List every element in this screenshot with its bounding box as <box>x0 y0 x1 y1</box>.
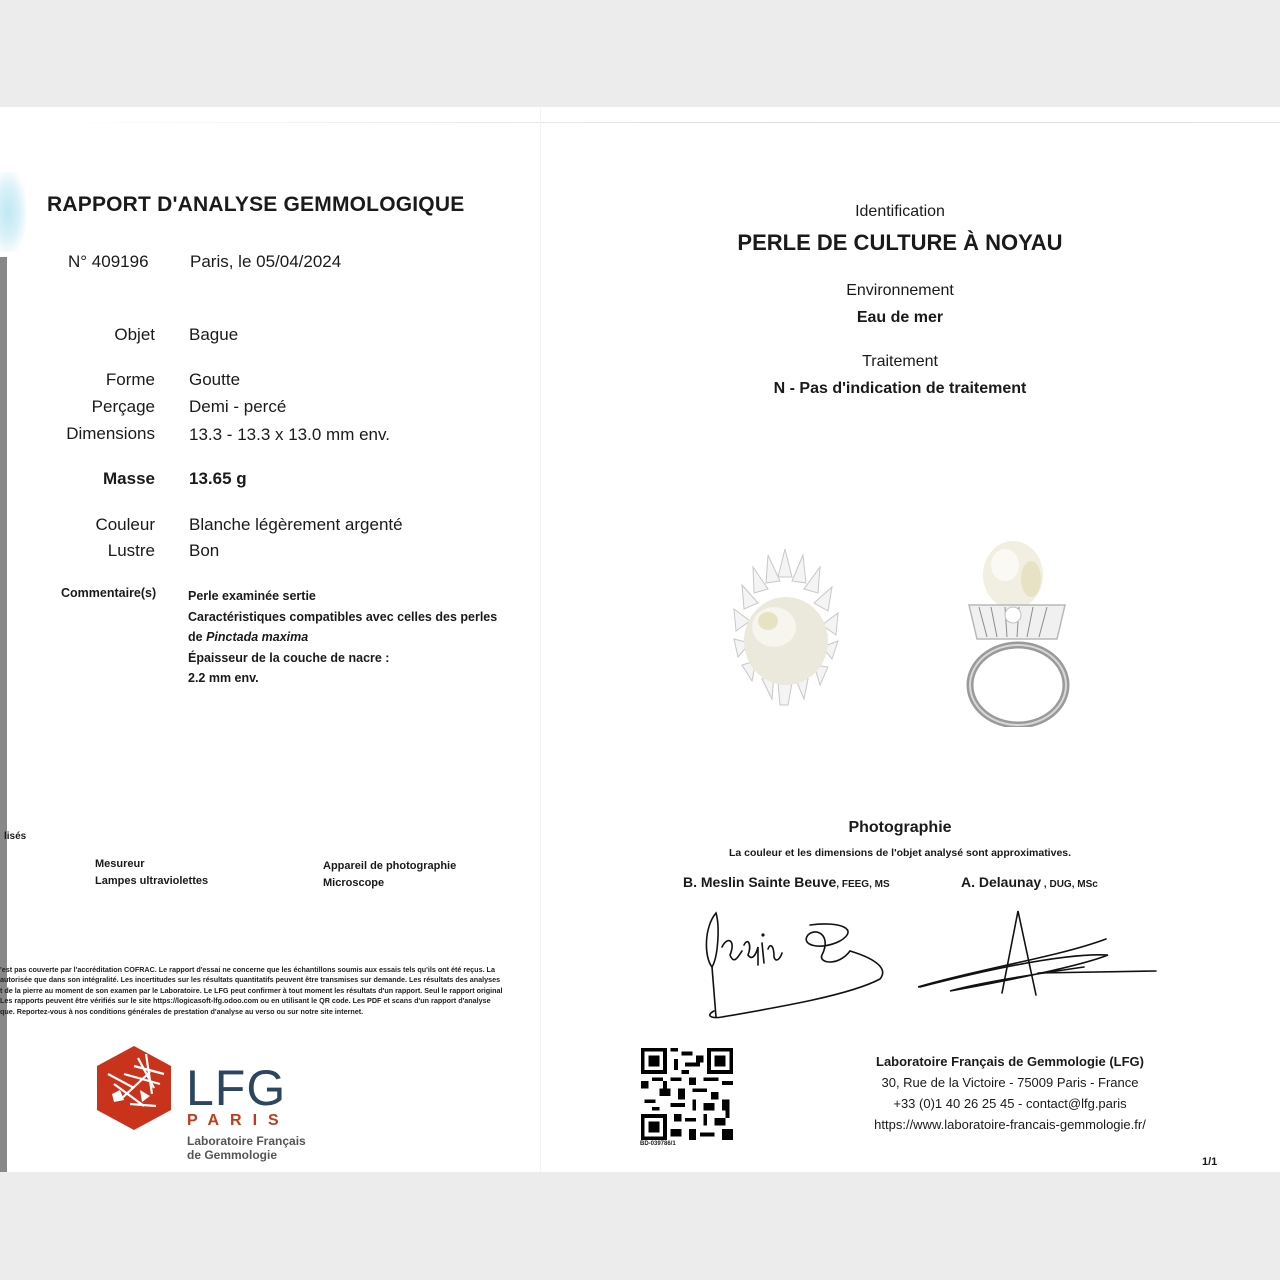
legal-line: autorisée que dans son intégralité. Les incertitudes sur les résultats quantitatifs peuvent être transmises sur demande. Les résultats des analyses <box>0 975 501 985</box>
signatory-1 <box>683 874 890 890</box>
legal-line: que. Reportez-vous à nos conditions générales de prestation d'analyse au verso ou sur notre site internet. <box>0 1006 364 1016</box>
field-label: Couleur <box>95 515 155 534</box>
lab-website[interactable]: https://www.laboratoire-francais-gemmologie.fr/ <box>874 1117 1146 1132</box>
treatment-value: N - Pas d'indication de traitement <box>773 380 1027 397</box>
field-value: Blanche légèrement argenté <box>189 515 403 534</box>
report-title: RAPPORT D'ANALYSE GEMMOLOGIQUE <box>47 193 465 216</box>
fold-line <box>540 107 541 1172</box>
instrument-item: Mesureur <box>95 858 145 870</box>
qr-caption: BD-039786/1 <box>640 1141 676 1147</box>
field-label: Perçage <box>91 397 155 416</box>
report-date: Paris, le 05/04/2024 <box>190 252 342 271</box>
signatory-name: A. Delaunay <box>961 874 1042 890</box>
field-value: 13.65 g <box>189 469 247 488</box>
instruments-col-1 <box>95 856 208 890</box>
species-name: Pinctada maxima <box>206 630 309 644</box>
signatory-title: , FEEG, MS <box>836 879 890 890</box>
lab-name: Laboratoire Français de Gemmologie (LFG) <box>876 1054 1144 1069</box>
ring-top-view-photo <box>728 547 843 707</box>
legal-line: t de la pierre au moment de son examen par le Laboratoire. Le LFG peut confirmer à tout moment les résultats d'un rapport. Seul le rapport original <box>0 985 503 995</box>
signature-1-icon <box>700 907 895 1019</box>
comment-line: 2.2 mm env. <box>188 671 259 685</box>
field-label: Objet <box>114 325 155 344</box>
field-label: Dimensions <box>66 424 155 443</box>
lfg-hexagon-logo-icon <box>94 1044 174 1132</box>
logo-subtitle-line: de Gemmologie <box>187 1148 278 1162</box>
instrument-item: Microscope <box>323 877 385 889</box>
field-value: Bague <box>189 325 239 344</box>
logo-subtitle-line: Laboratoire Français <box>187 1134 306 1148</box>
legal-line: Les rapports peuvent être vérifiés sur le site https://logicasoft-lfg.odoo.com ou en utilisant le QR code. Les PDF et scans d'un rapport d'analyse <box>0 996 491 1006</box>
qr-code-icon[interactable] <box>640 1048 734 1140</box>
comment-line: Caractéristiques compatibles avec celles des perles <box>188 609 498 624</box>
ring-side-view-photo <box>965 535 1085 727</box>
comment-line: Perle examinée sertie <box>188 589 316 603</box>
legal-disclaimer <box>0 965 530 1017</box>
field-label: Masse <box>103 469 155 488</box>
page-number: 1/1 <box>1202 1156 1218 1168</box>
field-value: Goutte <box>189 370 241 389</box>
photo-note: La couleur et les dimensions de l'objet analysé sont approximatives. <box>728 847 1072 859</box>
field-value: 13.3 - 13.3 x 13.0 mm env. <box>189 425 390 444</box>
instrument-item: Appareil de photographie <box>323 860 457 872</box>
report-number: N° 409196 <box>68 252 149 271</box>
instruments-heading: lisés <box>4 831 27 842</box>
field-label: Forme <box>105 370 155 389</box>
gem-watermark-icon <box>0 172 26 252</box>
signatory-2 <box>961 874 1098 890</box>
identification-label: Identification <box>855 203 945 220</box>
logo-wordmark: LFG <box>186 1060 287 1116</box>
comment-line: Épaisseur de la couche de nacre : <box>188 650 390 665</box>
comment-line <box>188 627 497 648</box>
comments-label: Commentaire(s) <box>61 586 157 600</box>
field-label: Lustre <box>107 541 155 560</box>
instruments-col-2 <box>323 858 456 892</box>
field-value: Bon <box>189 541 220 560</box>
signatory-name: B. Meslin Sainte Beuve <box>683 874 837 890</box>
lab-contact: +33 (0)1 40 26 25 45 - contact@lfg.paris <box>893 1096 1127 1111</box>
scan-edge-line <box>40 122 1280 123</box>
logo-subtitle <box>187 1134 306 1162</box>
treatment-label: Traitement <box>862 353 938 370</box>
comments-block <box>188 586 497 689</box>
signature-2-icon <box>918 905 1163 1000</box>
legal-line: 'est pas couverte par l'accréditation COFRAC. Le rapport d'essai ne concerne que les échantillons soumis aux essais tels qu'ils ont été reçus. La <box>0 965 495 974</box>
lab-address: 30, Rue de la Victoire - 75009 Paris - France <box>881 1075 1139 1090</box>
field-value: Demi - percé <box>189 397 287 416</box>
identification-value: PERLE DE CULTURE À NOYAU <box>737 230 1063 255</box>
environment-value: Eau de mer <box>856 309 944 326</box>
binding-strip <box>0 257 7 1172</box>
comment-prefix: de <box>188 630 207 644</box>
environment-label: Environnement <box>846 282 954 299</box>
photo-label: Photographie <box>848 819 952 836</box>
certificate-sheet <box>0 107 1280 1172</box>
logo-city: PARIS <box>187 1112 290 1129</box>
signatory-title: , DUG, MSc <box>1041 879 1098 890</box>
instrument-item: Lampes ultraviolettes <box>95 875 209 887</box>
lab-address-block <box>840 1051 1180 1135</box>
